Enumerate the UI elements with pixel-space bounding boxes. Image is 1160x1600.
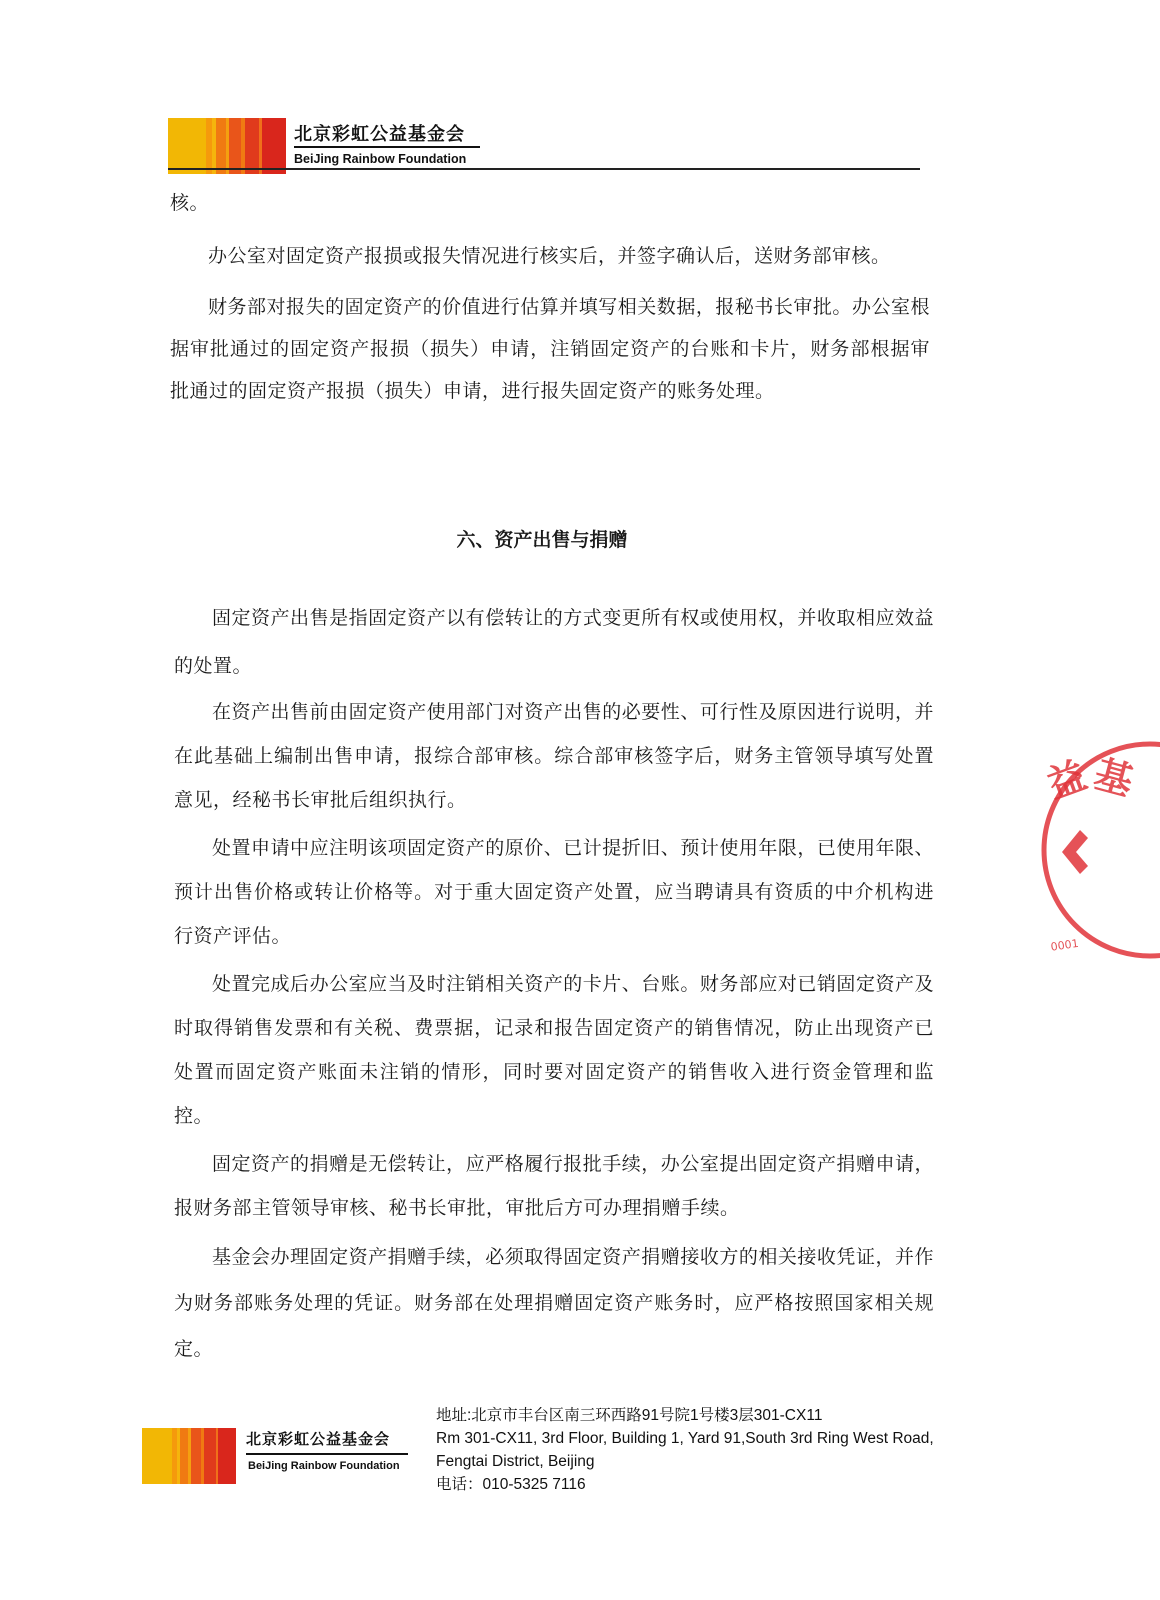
body-text-after [174, 594, 934, 1372]
paragraph: 固定资产出售是指固定资产以有偿转让的方式变更所有权或使用权，并收取相应效益的处置。 [174, 607, 934, 677]
body-text-before [170, 186, 930, 412]
paragraph: 处置申请中应注明该项固定资产的原价、已计提折旧、预计使用年限，已使用年限、预计出售价格或转让价格等。对于重大固定资产处置，应当聘请具有资质的中介机构进行资产评估。 [174, 837, 934, 947]
paragraph: 在资产出售前由固定资产使用部门对资产出售的必要性、可行性及原因进行说明，并在此基础上编制出售申请，报综合部审核。综合部审核签字后，财务主管领导填写处置意见，经秘书长审批后组织执行。 [174, 701, 934, 811]
org-name-cn: 北京彩虹公益基金会 [294, 124, 465, 145]
footer-org-name-cn: 北京彩虹公益基金会 [246, 1430, 391, 1448]
phone-number: 电话：010-5325 7116 [436, 1476, 586, 1493]
svg-text:0001: 0001 [1049, 936, 1080, 954]
official-seal-stamp [1040, 730, 1160, 970]
address-en-line1: Rm 301-CX11, 3rd Floor, Building 1, Yard 91,South 3rd Ring West Road, [436, 1430, 934, 1447]
rainbow-logo-icon [168, 118, 286, 174]
paragraph: 办公室对固定资产报损或报失情况进行核实后，并签字确认后，送财务部审核。 [208, 245, 891, 267]
header-divider [168, 168, 920, 170]
paragraph: 处置完成后办公室应当及时注销相关资产的卡片、台账。财务部应对已销固定资产及时取得销售发票和有关税、费票据，记录和报告固定资产的销售情况，防止出现资产已处置而固定资产账面未注销的情形，同时要对固定资产的销售收入进行资金管理和监控。 [174, 973, 934, 1127]
svg-text:基: 基 [1089, 751, 1138, 805]
address-en-line2: Fengtai District, Beijing [436, 1453, 595, 1470]
paragraph: 财务部对报失的固定资产的价值进行估算并填写相关数据，报秘书长审批。办公室根据审批通过的固定资产报损（损失）申请，注销固定资产的台账和卡片，财务部根据审批通过的固定资产报损（损失）申请，进行报失固定资产的账务处理。 [170, 296, 930, 402]
letterhead [168, 118, 918, 178]
section-title: 六、资产出售与捐赠 [456, 529, 628, 551]
paragraph: 基金会办理固定资产捐赠手续，必须取得固定资产捐赠接收方的相关接收凭证，并作为财务部账务处理的凭证。财务部在处理捐赠固定资产账务时，应严格按照国家相关规定。 [174, 1246, 934, 1360]
footer-rainbow-logo-icon [142, 1428, 236, 1484]
svg-text:益: 益 [1041, 752, 1093, 808]
address-cn: 地址:北京市丰台区南三环西路91号院1号楼3层301-CX11 [436, 1407, 823, 1424]
paragraph: 固定资产的捐赠是无偿转让，应严格履行报批手续，办公室提出固定资产捐赠申请，报财务部主管领导审核、秘书长审批，审批后方可办理捐赠手续。 [174, 1153, 934, 1219]
org-name-underline [294, 146, 480, 148]
footer-address [436, 1404, 934, 1496]
paragraph: 核。 [170, 192, 210, 214]
footer-org-underline [246, 1453, 408, 1455]
footer-org-name-en: BeiJing Rainbow Foundation [248, 1460, 400, 1472]
org-name-en: BeiJing Rainbow Foundation [294, 152, 467, 166]
